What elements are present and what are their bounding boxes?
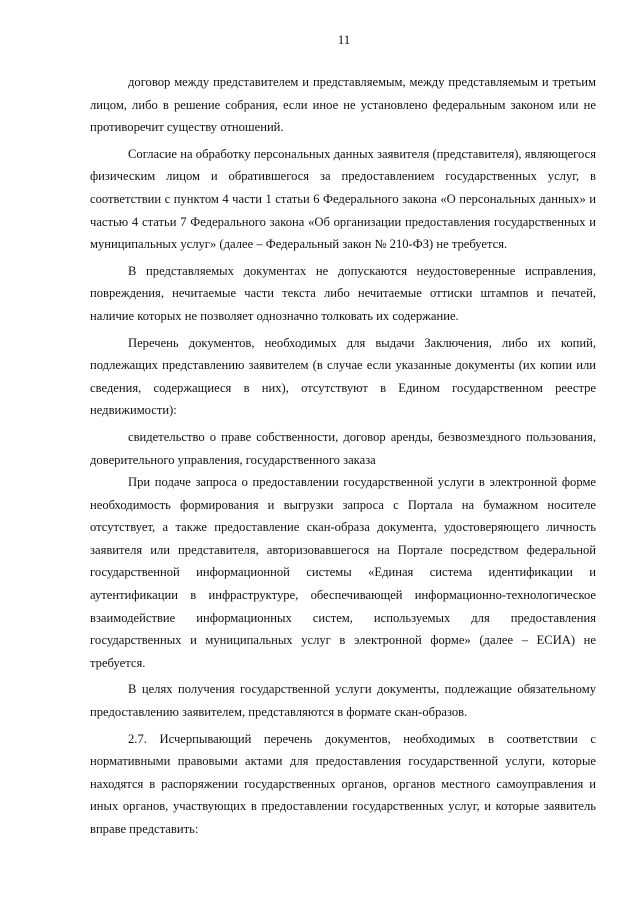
paragraph-1: договор между представителем и представляемым, между представляемым и третьим лицом, либо в решение собрания, если иное не установлено федеральным законом или не противоречит существу отношений. bbox=[90, 75, 596, 135]
paragraph-5: свидетельство о праве собственности, договор аренды, безвозмездного пользования, доверительного управления, государственного заказа bbox=[90, 429, 596, 467]
paragraph-4: Перечень документов, необходимых для выдачи Заключения, либо их копий, подлежащих представлению заявителем (в случае если указанные документы (их копии или сведения, содержащиеся в них), отсутствуют в Едином государственном реестре недвижимости): bbox=[90, 335, 596, 418]
paragraph-2: Согласие на обработку персональных данных заявителя (представителя), являющегося физическим лицом и обратившегося за предоставлением государственных услуг, в соответствии с пунктом 4 части 1 статьи 6 Федерального закона «О персональных данных» и частью 4 статьи 7 Федерального закона «Об организации предоставления государственных и муниципальных услуг» (далее – Федеральный закон № 210-ФЗ) не требуется. bbox=[90, 146, 596, 252]
paragraph-8: 2.7. Исчерпывающий перечень документов, необходимых в соответствии с нормативными правовыми актами для предоставления государственной услуги, которые находятся в распоряжении государственных органов, органов местного самоуправления и иных органов, участвующих в предоставлении государственных услуг, и которые заявитель вправе представить: bbox=[90, 731, 596, 836]
paragraph-7: В целях получения государственной услуги документы, подлежащие обязательному предоставлению заявителем, представляются в формате скан-образов. bbox=[90, 682, 596, 720]
page-number: 11 bbox=[337, 32, 351, 47]
document-page bbox=[90, 30, 596, 845]
paragraph-3: В представляемых документах не допускаются неудостоверенные исправления, повреждения, нечитаемые части текста либо нечитаемые оттиски штампов и печатей, наличие которых не позволяет однозначно толковать их содержание. bbox=[90, 263, 596, 323]
paragraph-6: При подаче запроса о предоставлении государственной услуги в электронной форме необходимость формирования и выгрузки запроса с Портала на бумажном носителе отсутствует, а также предоставление скан-образа документа, удостоверяющего личность заявителя или представителя, авторизовавшегося на Портале посредством федеральной государственной информационной системы «Единая система идентификации и аутентификации в инфраструктуре, обеспечивающей информационно-технологическое взаимодействие информационных систем, используемых для предоставления государственных и муниципальных услуг в электронной форме» (далее – ЕСИА) не требуется. bbox=[90, 475, 596, 670]
